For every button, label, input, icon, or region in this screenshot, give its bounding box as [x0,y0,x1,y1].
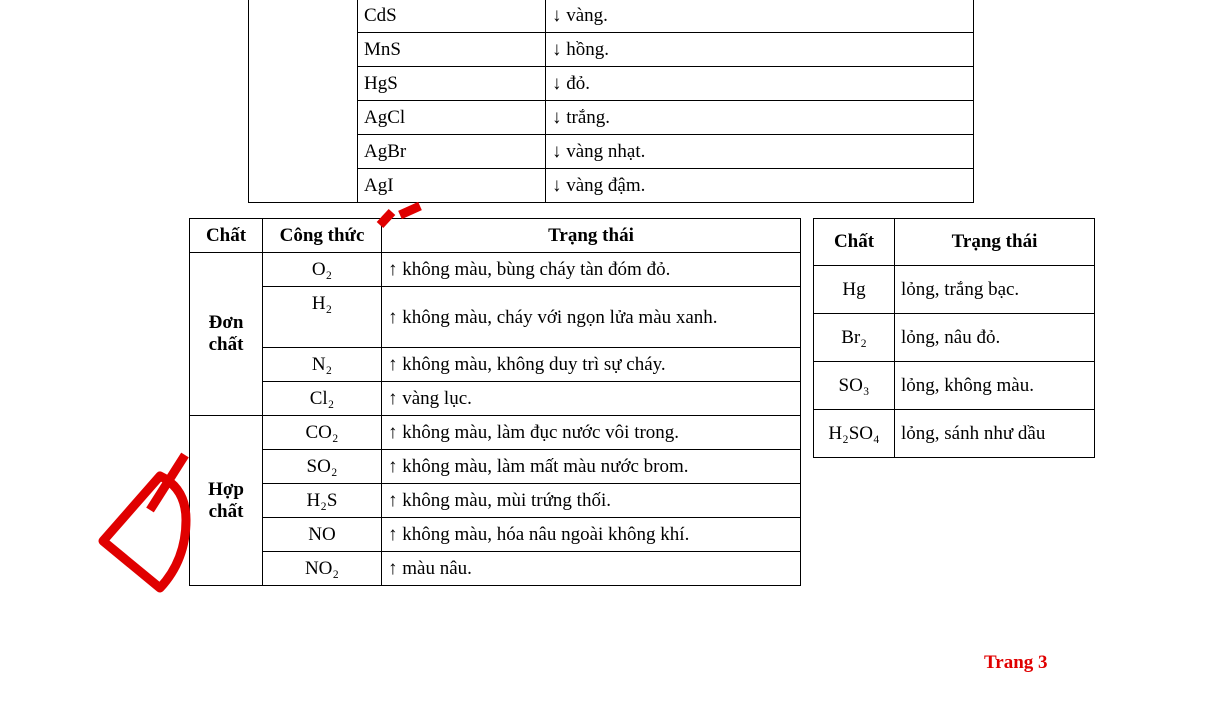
state-cell: ↓ vàng nhạt. [546,135,974,169]
formula-cell: CdS [358,0,546,33]
state-cell: lỏng, sánh như dầu [895,410,1095,458]
state-cell: lỏng, không màu. [895,362,1095,410]
formula-cell: SO₃ [814,362,895,410]
table-row [249,33,974,67]
table-row [190,552,801,586]
table-row [814,410,1095,458]
table-row [190,484,801,518]
table-row [190,253,801,287]
watermark-letter-a [150,455,185,510]
formula-cell: HgS [358,67,546,101]
group-label-compounds: Hợp chất [190,416,263,586]
state-cell: ↑ không màu, cháy với ngọn lửa màu xanh. [382,287,801,348]
table-row [249,67,974,101]
table-row [814,314,1095,362]
header-formula: Công thức [263,219,382,253]
state-cell: ↑ không màu, không duy trì sự cháy. [382,348,801,382]
formula-cell: Br₂ [814,314,895,362]
gas-table [189,218,801,586]
header-substance: Chất [190,219,263,253]
page-number: Trang 3 [984,652,1048,673]
state-cell: lỏng, nâu đỏ. [895,314,1095,362]
state-cell: ↑ không màu, bùng cháy tàn đóm đỏ. [382,253,801,287]
state-cell: ↑ không màu, hóa nâu ngoài không khí. [382,518,801,552]
header-substance: Chất [814,219,895,266]
header-state: Trạng thái [895,219,1095,266]
header-state: Trạng thái [382,219,801,253]
formula-cell: NO₂ [263,552,382,586]
table-row [249,0,974,33]
table-header-row [190,219,801,253]
table-row [249,135,974,169]
table-row [814,362,1095,410]
state-cell: ↑ không màu, làm mất màu nước brom. [382,450,801,484]
formula-cell: H₂ [263,287,382,348]
state-cell: ↓ hồng. [546,33,974,67]
formula-cell: H₂SO₄ [814,410,895,458]
table-row [190,348,801,382]
state-cell: ↓ đỏ. [546,67,974,101]
table-row [190,416,801,450]
table-row [190,450,801,484]
formula-cell: O₂ [263,253,382,287]
watermark-letter-d [103,476,186,588]
formula-cell: H₂S [263,484,382,518]
state-cell: ↑ không màu, làm đục nước vôi trong. [382,416,801,450]
formula-cell: CO₂ [263,416,382,450]
group-label-elements: Đơn chất [190,253,263,416]
formula-cell: Cl₂ [263,382,382,416]
formula-cell: SO₂ [263,450,382,484]
formula-cell: AgI [358,169,546,203]
state-cell: ↓ vàng. [546,0,974,33]
state-cell: ↓ vàng đậm. [546,169,974,203]
state-cell: lỏng, trắng bạc. [895,266,1095,314]
state-cell: ↓ trắng. [546,101,974,135]
formula-cell: AgCl [358,101,546,135]
state-cell: ↑ không màu, mùi trứng thối. [382,484,801,518]
table-header-row [814,219,1095,266]
table-row [190,287,801,348]
precipitate-table [248,0,974,203]
table-row [190,382,801,416]
watermark-fragment [400,206,420,215]
table-row [249,169,974,203]
formula-cell: AgBr [358,135,546,169]
table-row [814,266,1095,314]
formula-cell: Hg [814,266,895,314]
table-row [249,101,974,135]
formula-cell: N₂ [263,348,382,382]
state-cell: ↑ màu nâu. [382,552,801,586]
liquid-table [813,218,1095,458]
formula-cell: MnS [358,33,546,67]
merged-group-cell [249,0,358,203]
formula-cell: NO [263,518,382,552]
table-row [190,518,801,552]
state-cell: ↑ vàng lục. [382,382,801,416]
